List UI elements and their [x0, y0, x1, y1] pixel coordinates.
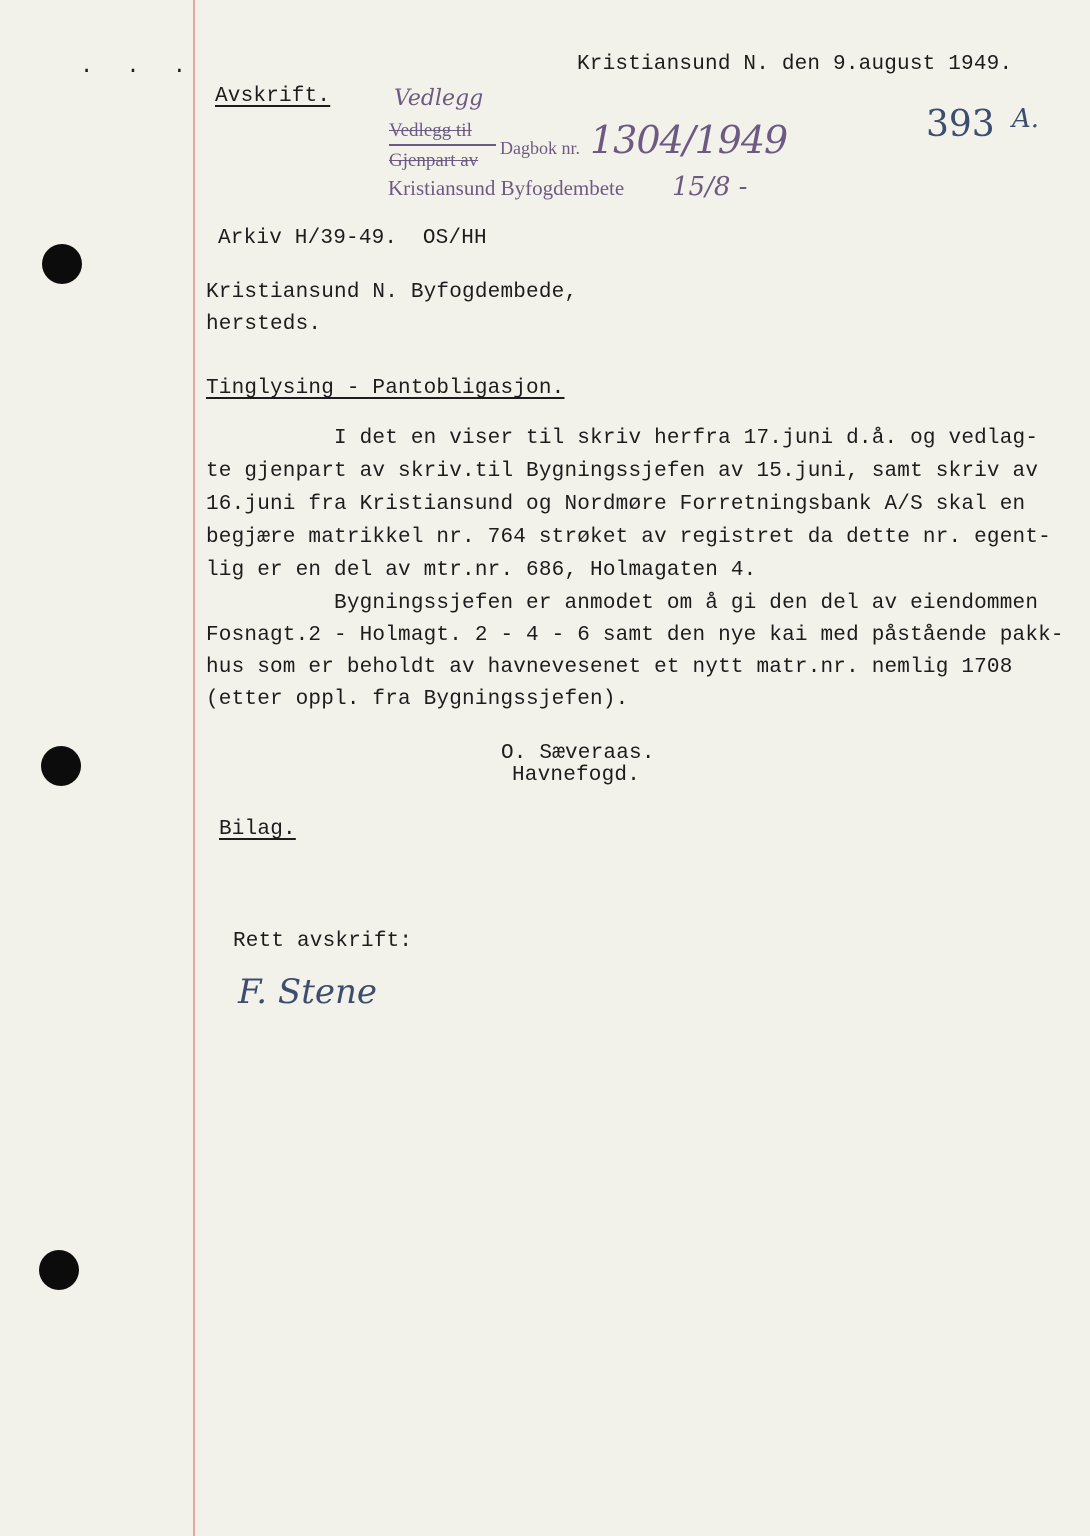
stamp-dagbok-label: Dagbok nr.: [500, 138, 580, 158]
page-number-suffix: A.: [1012, 104, 1040, 134]
signatory-name: O. Sæveraas.: [501, 742, 655, 765]
page-number: 393: [926, 104, 995, 145]
body-line: I det en viser til skriv herfra 17.juni d.å. og vedlag-: [206, 427, 1039, 450]
recipient-line-1: Kristiansund N. Byfogdembede,: [206, 281, 578, 304]
attachment-label: Bilag.: [219, 818, 296, 841]
body-line: Fosnagt.2 - Holmagt. 2 - 4 - 6 samt den nye kai med påstående pakk-: [206, 624, 1064, 647]
signatory-title: Havnefogd.: [512, 764, 641, 787]
stamp-received-date: 15/8 -: [672, 172, 748, 202]
body-line: te gjenpart av skriv.til Bygningssjefen av 15.juni, samt skriv av: [206, 460, 1039, 483]
body-line: begjære matrikkel nr. 764 strøket av registret da dette nr. egent-: [206, 526, 1051, 549]
stamp-dagbok-number: 1304/1949: [590, 118, 788, 162]
document-title: Avskrift.: [215, 85, 331, 108]
stamp-handwritten-word: Vedlegg: [394, 86, 484, 111]
body-line: hus som er beholdt av havnevesenet et nytt matr.nr. nemlig 1708: [206, 656, 1013, 679]
punch-hole: [42, 244, 82, 284]
place-date: Kristiansund N. den 9.august 1949.: [577, 53, 1013, 76]
top-marks: . . .: [80, 54, 197, 79]
certification-label: Rett avskrift:: [233, 930, 413, 953]
stamp-office: Kristiansund Byfogdembete: [388, 176, 625, 200]
recipient-line-2: hersteds.: [206, 313, 322, 336]
body-line: (etter oppl. fra Bygningssjefen).: [206, 688, 629, 711]
subject: Tinglysing - Pantobligasjon.: [206, 377, 565, 400]
stamp-struck-line-1: Vedlegg til: [389, 120, 472, 141]
stamp-struck-line-2: Gjenpart av: [389, 150, 479, 171]
punch-hole: [41, 746, 81, 786]
punch-hole: [39, 1250, 79, 1290]
handwritten-signature: F. Stene: [238, 972, 378, 1012]
body-line: lig er en del av mtr.nr. 686, Holmagaten 4.: [206, 559, 757, 582]
body-line: Bygningssjefen er anmodet om å gi den del av eiendommen: [206, 592, 1039, 615]
body-line: 16.juni fra Kristiansund og Nordmøre Forretningsbank A/S skal en: [206, 493, 1026, 516]
margin-line: [193, 0, 195, 1536]
archive-reference: Arkiv H/39-49. OS/HH: [218, 227, 487, 250]
stamp-rule: [389, 144, 496, 146]
